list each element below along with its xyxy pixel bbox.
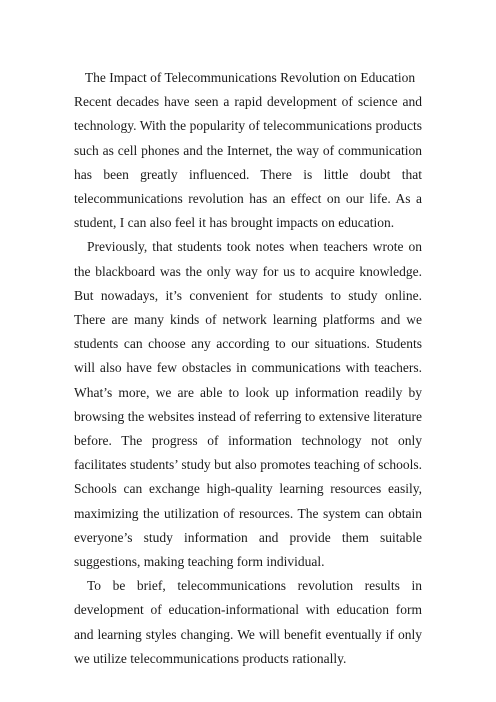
document-body	[74, 66, 422, 671]
paragraph-body: Previously, that students took notes when teachers wrote on the blackboard was the only way for us to acquire knowledge. But nowadays, it’s convenient for students to study online. There are many kinds of network learning platforms and we students can choose any according to our situations. Students will also have few obstacles in communications with teachers. What’s more, we are able to look up information readily by browsing the websites instead of referring to extensive literature before. The progress of information technology not only facilitates students’ study but also promotes teaching of schools. Schools can exchange high-quality learning resources easily, maximizing the utilization of resources. The system can obtain everyone’s study information and provide them suitable suggestions, making teaching form individual.	[74, 239, 422, 570]
document-title: The Impact of Telecommunications Revolution on Education	[84, 70, 416, 85]
paragraph-conclusion: To be brief, telecommunications revolution results in development of education-informational with education form and learning styles changing. We will benefit eventually if only we utilize telecommunications products rationally.	[74, 578, 422, 666]
paragraph-intro: Recent decades have seen a rapid development of science and technology. With the popularity of telecommunications products such as cell phones and the Internet, the way of communication has been greatly influenced. There is little doubt that telecommunications revolution has an effect on our life. As a student, I can also feel it has brought impacts on education.	[74, 94, 422, 231]
